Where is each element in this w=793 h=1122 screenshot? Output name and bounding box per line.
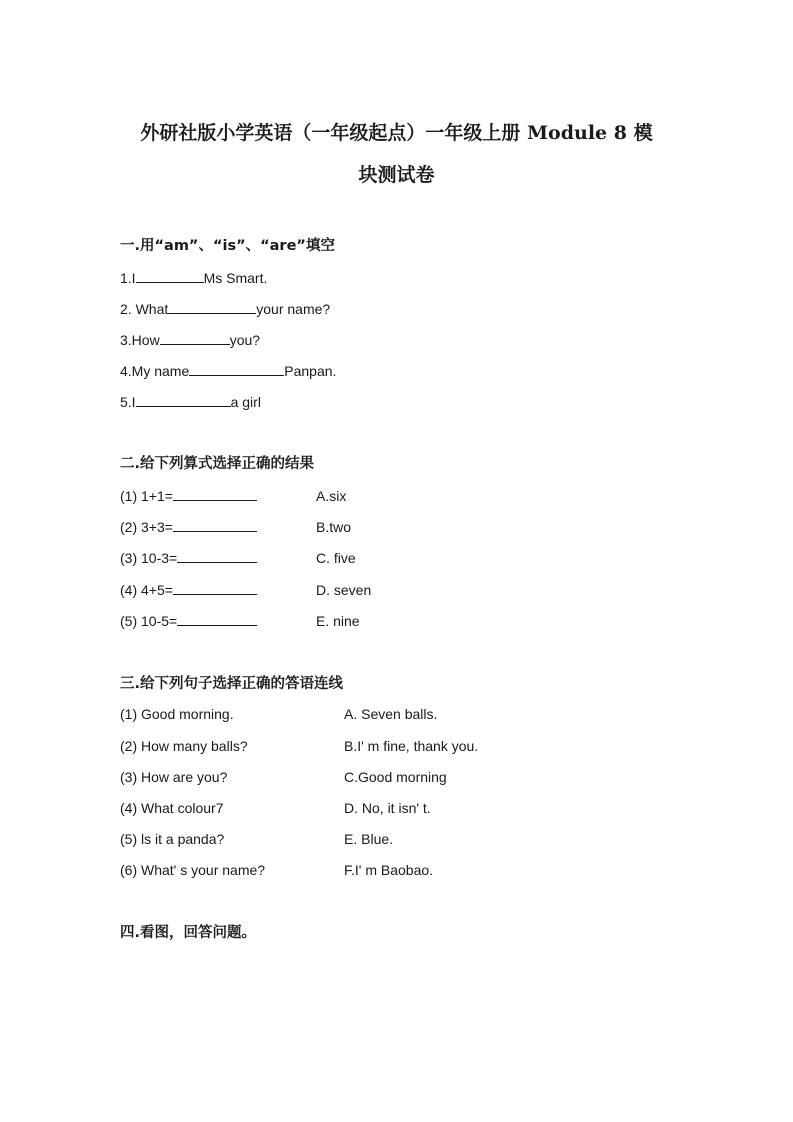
match-answer-e: E. Blue. (344, 831, 394, 847)
fill-in-item-2 (120, 299, 330, 319)
math-item-5 (120, 611, 257, 631)
math-option-b: B.two (316, 519, 352, 535)
match-question-3: (3) How are you? (120, 769, 228, 785)
math-item-1 (120, 486, 257, 506)
answer-blank[interactable] (177, 548, 257, 563)
item-text-before: 4.My name (120, 363, 190, 379)
fill-in-item-4 (120, 361, 336, 381)
math-question: (4) 4+5= (120, 582, 173, 598)
item-text-after: Panpan. (284, 363, 337, 379)
match-question-1: (1) Good morning. (120, 706, 234, 722)
item-text-after: your name? (256, 301, 331, 317)
fill-in-item-5 (120, 392, 261, 412)
title-line-2: 块测试卷 (358, 164, 435, 186)
answer-blank[interactable] (189, 361, 284, 376)
fill-in-item-3 (120, 330, 260, 350)
match-answer-a: A. Seven balls. (344, 706, 438, 722)
fill-in-item-1 (120, 268, 267, 288)
answer-blank[interactable] (136, 268, 204, 283)
answer-blank[interactable] (173, 517, 257, 532)
math-item-3 (120, 548, 257, 568)
title-line-1: 外研社版小学英语（一年级起点）一年级上册 Module 8 模 (140, 122, 653, 144)
answer-blank[interactable] (173, 580, 257, 595)
match-answer-c: C.Good morning (344, 769, 447, 785)
item-text-before: 2. What (120, 301, 169, 317)
math-item-4 (120, 580, 257, 600)
match-answer-f: F.I' m Baobao. (344, 862, 434, 878)
answer-blank[interactable] (173, 486, 257, 501)
math-question: (1) 1+1= (120, 488, 173, 504)
math-question: (3) 10-3= (120, 550, 178, 566)
math-option-c: C. five (316, 550, 356, 566)
math-option-d: D. seven (316, 582, 372, 598)
match-question-5: (5) ls it a panda? (120, 831, 225, 847)
match-question-4: (4) What colour7 (120, 800, 224, 816)
section-3-heading: 三.给下列句子选择正确的答语连线 (120, 676, 344, 692)
page-title (100, 112, 693, 196)
item-text-before: 5.I (120, 394, 136, 410)
item-text-after: you? (229, 332, 261, 348)
math-option-e: E. nine (316, 613, 360, 629)
item-text-before: 1.I (120, 270, 136, 286)
answer-blank[interactable] (136, 392, 231, 407)
answer-blank[interactable] (160, 330, 230, 345)
match-question-6: (6) What' s your name? (120, 862, 266, 878)
item-text-after: Ms Smart. (203, 270, 268, 286)
math-item-2 (120, 517, 257, 537)
item-text-before: 3.How (120, 332, 160, 348)
section-1-heading: 一.用“am”、“is”、“are”填空 (120, 238, 335, 254)
section-2-heading: 二.给下列算式选择正确的结果 (120, 456, 315, 472)
math-option-a: A.six (316, 488, 347, 504)
match-question-2: (2) How many balls? (120, 738, 248, 754)
section-4-heading: 四.看图，回答问题。 (120, 925, 257, 941)
item-text-after: a girl (230, 394, 261, 410)
match-answer-d: D. No, it isn' t. (344, 800, 431, 816)
match-answer-b: B.I' m fine, thank you. (344, 738, 479, 754)
answer-blank[interactable] (168, 299, 256, 314)
answer-blank[interactable] (177, 611, 257, 626)
math-question: (2) 3+3= (120, 519, 173, 535)
math-question: (5) 10-5= (120, 613, 178, 629)
